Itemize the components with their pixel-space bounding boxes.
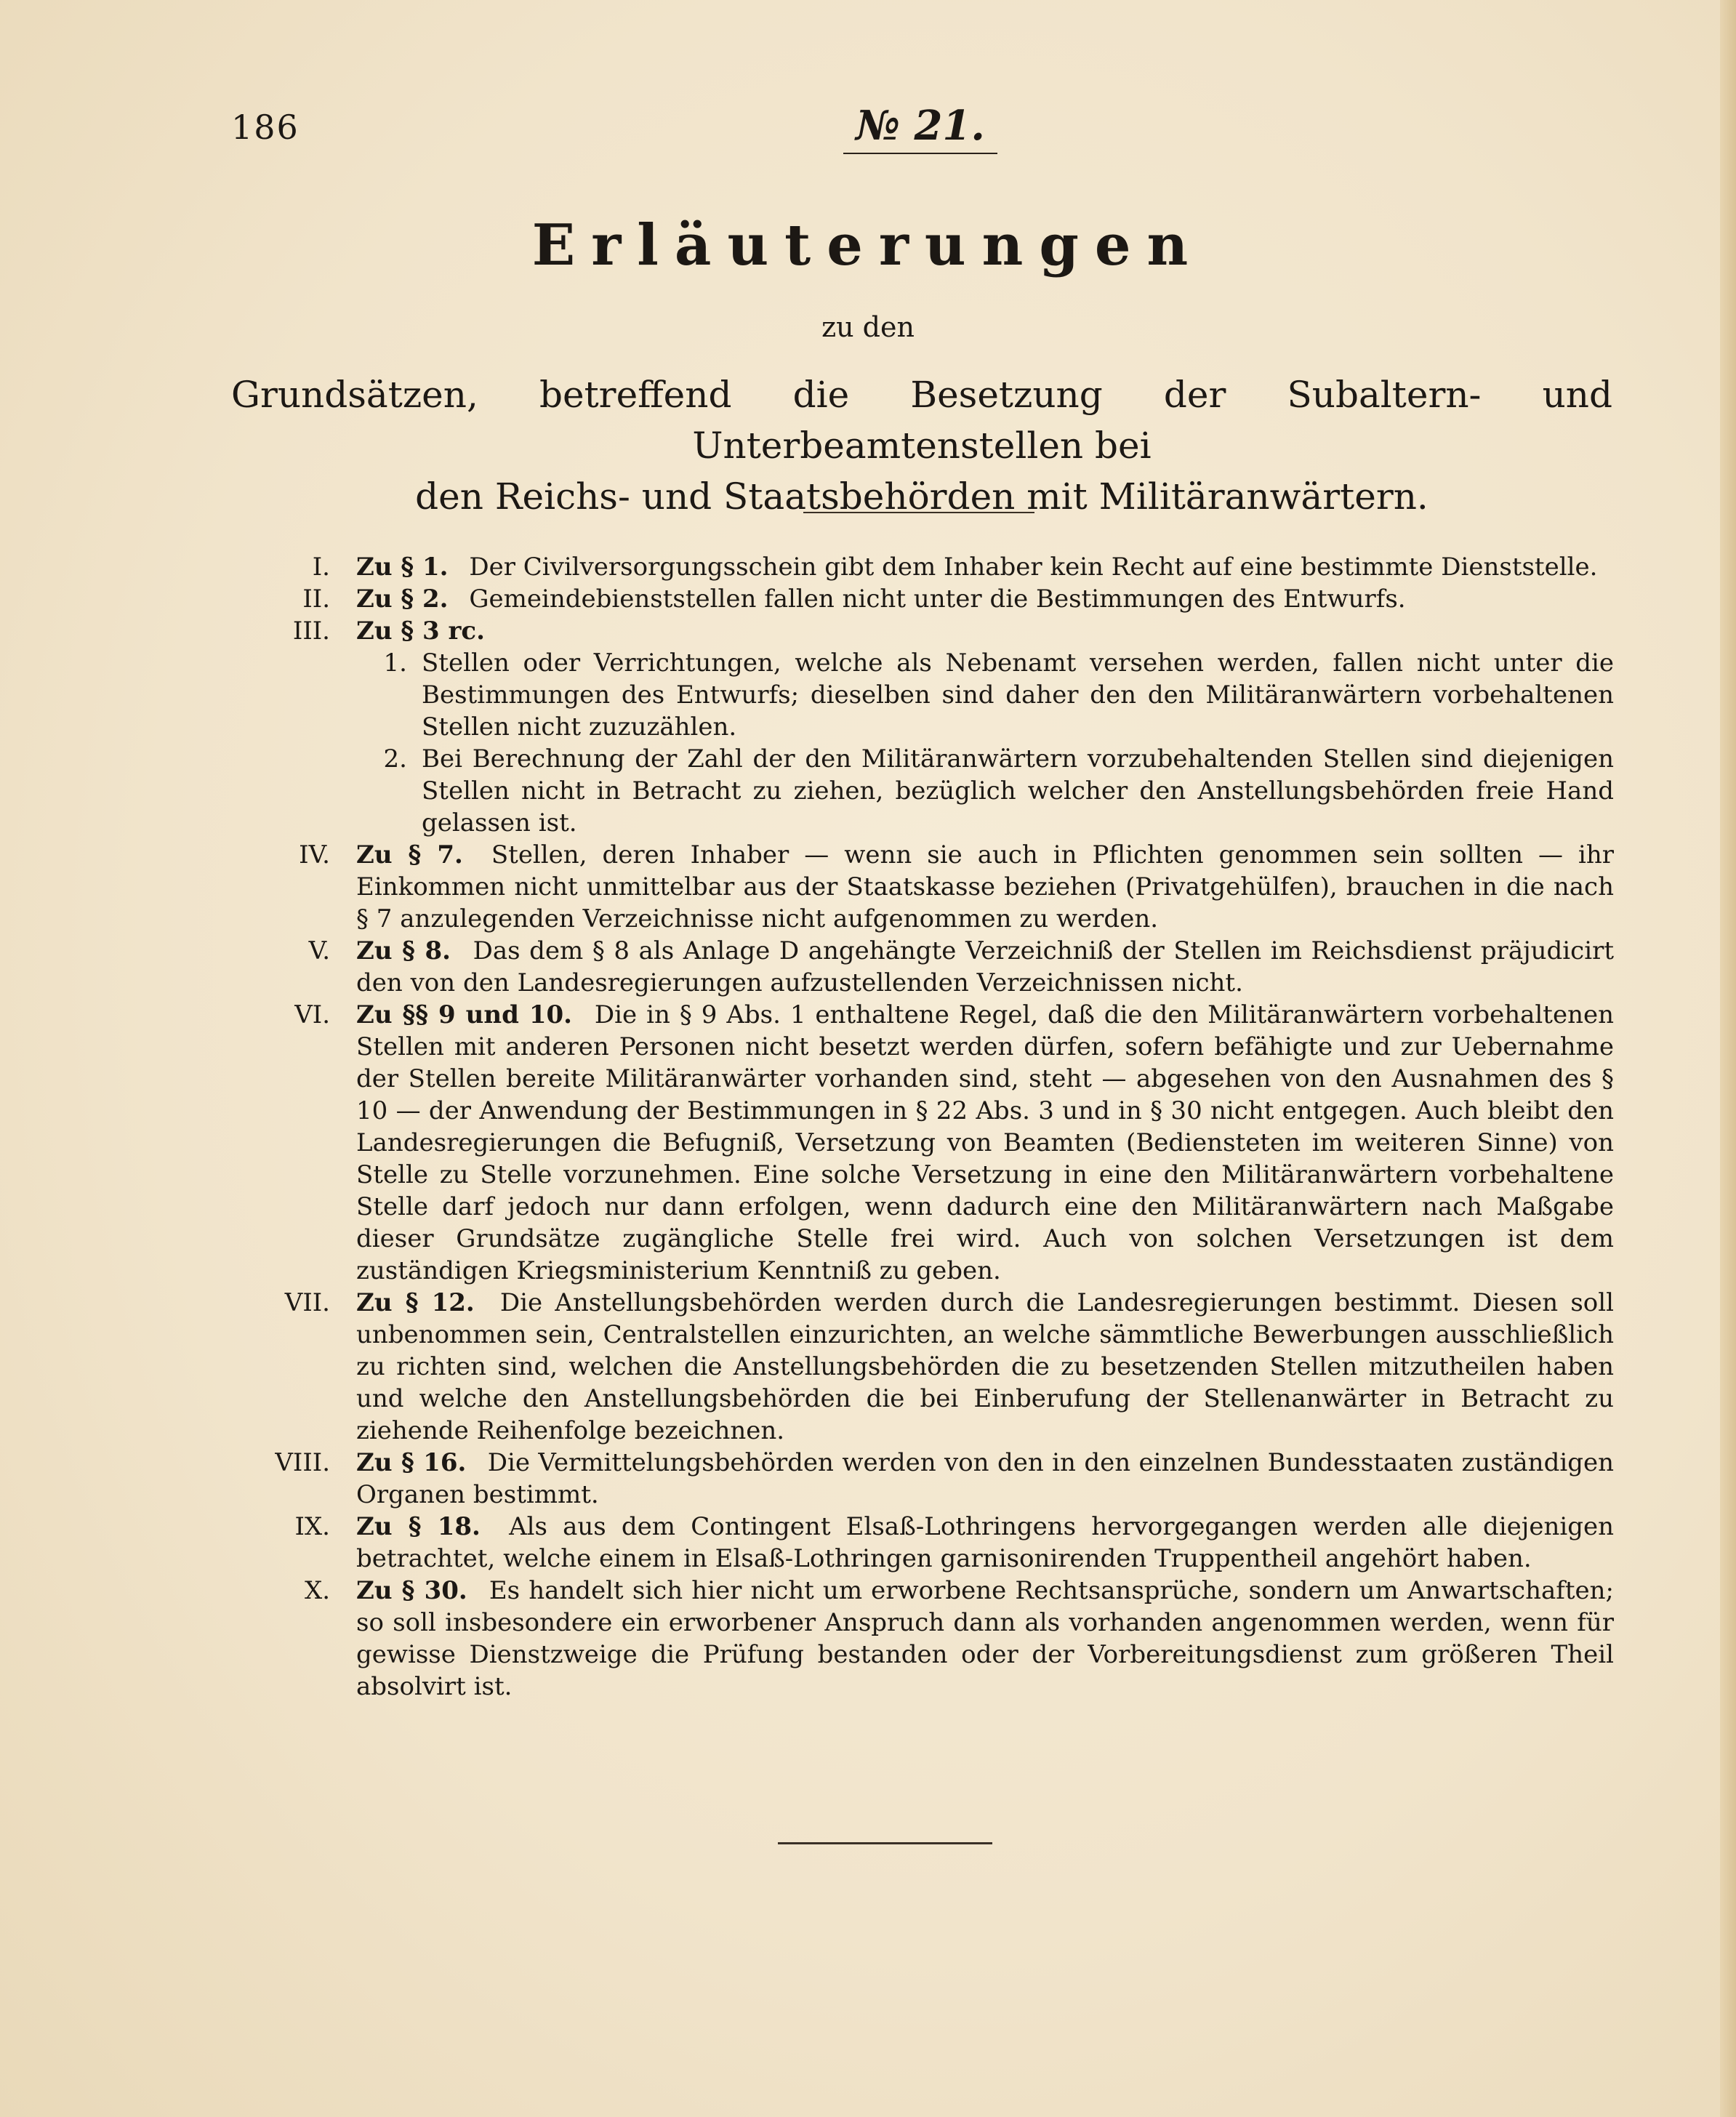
entry-text: Es handelt sich hier nicht um erworbene Rechtsansprüche, sondern um Anwartschaften; so soll insbesondere ein erworbener Anspruch dann als vorhanden angenommen werden, wenn für gewisse Dienstzweige die Prüfung bestanden oder der Vorbereitungsdienst zum größeren Theil absolvirt ist. [356,1576,1614,1701]
entry-text: Als aus dem Contingent Elsaß-Lothringens hervorgegangen werden alle diejenigen betrachtet, welche einem in Elsaß-Lothringen garnisonirenden Truppentheil angehört haben. [356,1512,1615,1573]
title-connector: zu den [821,311,915,343]
entry-text: Stellen, deren Inhaber — wenn sie auch in Pflichten genommen sein sollten — ihr Einkommen nicht unmittelbar aus der Staatskasse beziehen (Privatgehülfen), brauchen in die nach § 7 anzulegenden Verzeichnisse nicht aufgenommen zu werden. [356,840,1615,933]
divider-bottom [778,1842,992,1844]
entry-i [276,551,1614,583]
entry-viii [276,1447,1614,1511]
entry-numeral: I. [312,553,330,582]
entry-x [276,1575,1614,1703]
heading-line-1: Grundsätzen, betreffend die Besetzung der Subaltern- und Unterbeamtenstellen bei [231,374,1612,467]
entry-reference: Zu § 30. [356,1576,467,1605]
entry-reference: Zu § 8. [356,936,451,965]
document-heading [231,369,1612,522]
entry-iii-sub-2 [276,743,1614,839]
entry-text: Die Anstellungsbehörden werden durch die Landesregierungen bestimmt. Diesen soll unbenommen sein, Centralstellen einzurichten, an welche sämmtliche Bewerbungen ausschließlich zu richten sind, welchen die Anstellungsbehörden die zu besetzenden Stellen mitzutheilen haben und welche den Anstellungsbehörden die bei Einberufung der Stellenanwärter in Betracht zu ziehende Reihenfolge bezeichnen. [356,1288,1614,1445]
entry-vii [276,1287,1614,1447]
entry-v [276,935,1614,999]
entry-reference: Zu § 18. [356,1512,481,1541]
entry-numeral: II. [302,585,330,614]
entry-text: Die Vermittelungsbehörden werden von den in den einzelnen Bundesstaaten zuständigen Organen bestimmt. [356,1448,1614,1509]
divider-top [803,512,1034,513]
entry-numeral: VII. [284,1288,330,1317]
heading-line-2: den Reichs- und Staatsbehörden mit Militäranwärtern. [415,475,1428,518]
entry-numeral: VIII. [275,1448,330,1477]
entry-reference: Zu § 1. [356,553,449,582]
sub-numeral: 1. [383,648,407,678]
entry-iii-sub-1 [276,647,1614,743]
entry-numeral: III. [292,616,330,646]
entry-ii [276,583,1614,615]
document-title: Erläuterungen [531,212,1205,278]
entry-text: Gemeindebienststellen fallen nicht unter die Bestimmungen des Entwurfs. [469,585,1406,614]
entry-vi [276,999,1614,1287]
entry-numeral: X. [304,1576,330,1605]
entry-text: Der Civilversorgungsschein gibt dem Inhaber kein Recht auf eine bestimmte Dienststelle. [469,553,1598,582]
entry-ix [276,1511,1614,1575]
entry-numeral: VI. [294,1000,330,1029]
sub-text: Bei Berechnung der Zahl der den Militäranwärtern vorzubehaltenden Stellen sind diejenigen Stellen nicht in Betracht zu ziehen, bezüglich welcher den Anstellungsbehörden freie Hand gelassen ist. [422,744,1614,837]
page-number: 186 [231,108,300,147]
entry-iv [276,839,1614,935]
entry-iii [276,615,1614,647]
issue-number: № 21. [843,102,997,154]
sub-numeral: 2. [383,744,407,774]
entry-text: Die in § 9 Abs. 1 enthaltene Regel, daß die den Militäranwärtern vorbehaltenen Stellen mit anderen Personen nicht besetzt werden dürfen, sofern befähigte und zur Uebernahme der Stellen bereite Militäranwärter vorhanden sind, steht — abgesehen von den Ausnahmen des § 10 — der Anwendung der Bestimmungen in § 22 Abs. 3 und in § 30 nicht entgegen. Auch bleibt den Landesregierungen die Befugniß, Versetzung von Beamten (Bediensteten im weiteren Sinne) von Stelle zu Stelle vorzunehmen. Eine solche Versetzung in eine den Militäranwärtern vorbehaltene Stelle darf jedoch nur dann erfolgen, wenn dadurch eine den Militäranwärtern nach Maßgabe dieser Grundsätze zugängliche Stelle frei wird. Auch von solchen Versetzungen ist dem zuständigen Kriegsministerium Kenntniß zu geben. [356,1000,1615,1285]
sub-text: Stellen oder Verrichtungen, welche als Nebenamt versehen werden, fallen nicht unter die Bestimmungen des Entwurfs; dieselben sind daher den den Militäranwärtern vorbehaltenen Stellen nicht zuzuzählen. [422,648,1614,742]
entry-reference: Zu § 12. [356,1288,475,1317]
explanations-list [276,551,1614,1703]
entry-reference: Zu § 3 rc. [356,616,485,646]
entry-numeral: IX. [294,1512,330,1541]
entry-reference: Zu § 16. [356,1448,467,1477]
entry-text: Das dem § 8 als Anlage D angehängte Verzeichniß der Stellen im Reichsdienst präjudicirt den von den Landesregierungen aufzustellenden Verzeichnissen nicht. [356,936,1614,997]
entry-numeral: V. [308,936,330,965]
entry-numeral: IV. [299,840,330,869]
entry-reference: Zu § 7. [356,840,463,869]
entry-reference: Zu § 2. [356,585,449,614]
entry-reference: Zu §§ 9 und 10. [356,1000,572,1029]
